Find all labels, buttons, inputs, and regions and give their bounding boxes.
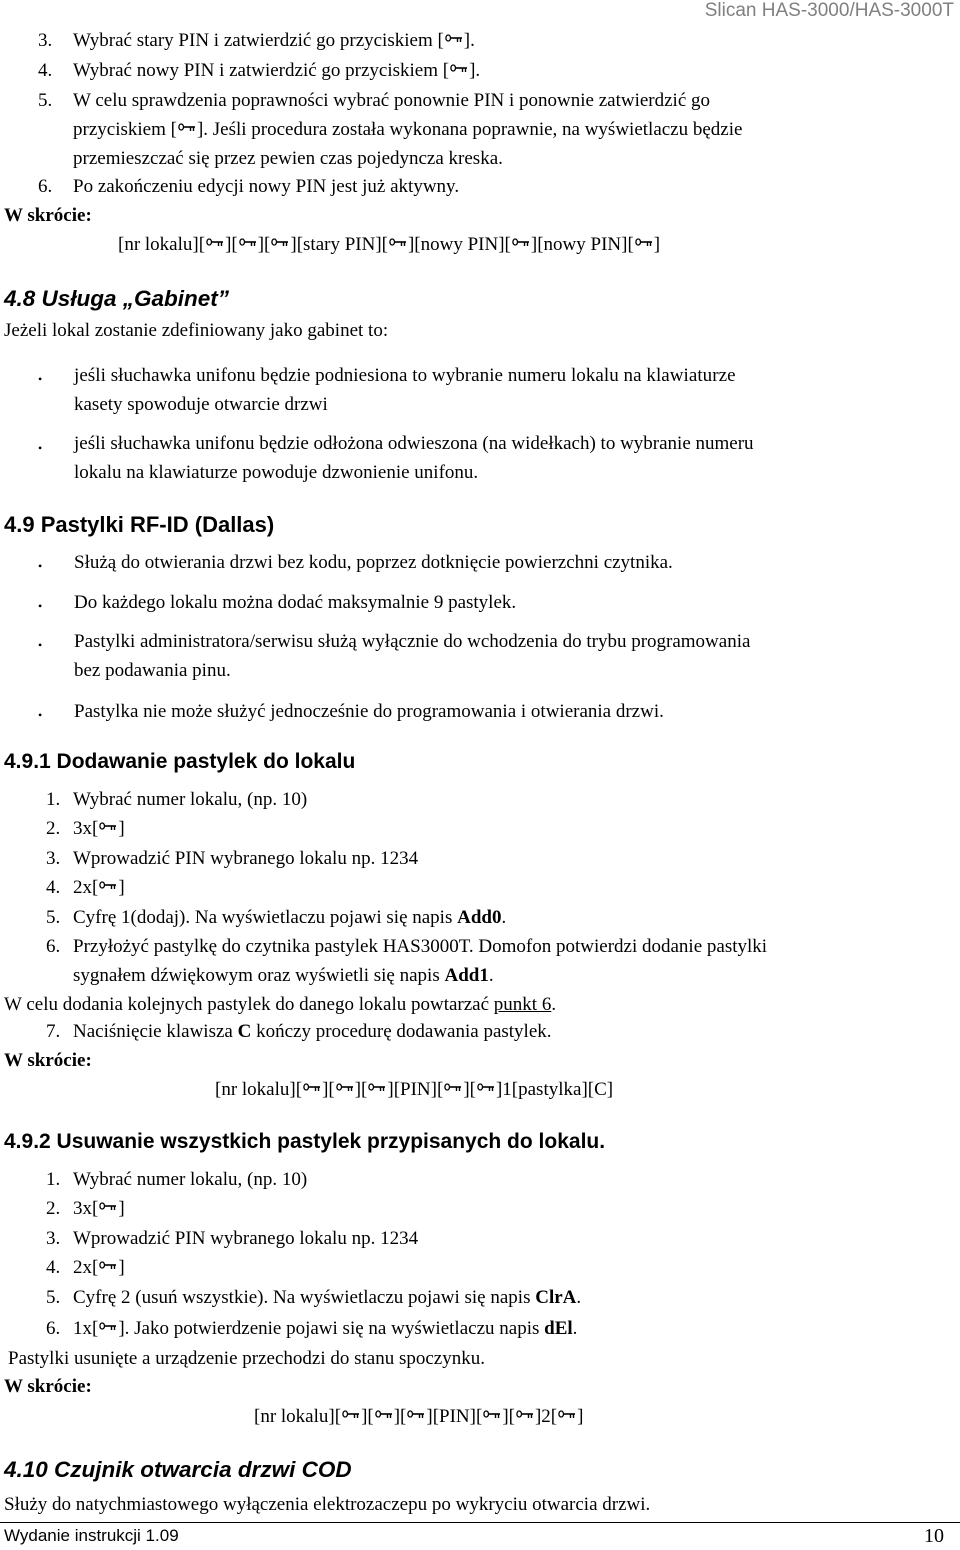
- key-icon: [558, 1410, 576, 1420]
- bullet-text: Do każdego lokalu można dodać maksymalnie 9 pastylek.: [74, 592, 517, 613]
- list-number: 4.: [46, 1257, 61, 1278]
- key-icon: [389, 238, 407, 248]
- shortcut-sequence: [nr lokalu][ ][ ][ ][stary PIN][ ][nowy PIN][ ][nowy PIN][ ]: [118, 234, 661, 255]
- step-text: Cyfrę 1(dodaj). Na wyświetlaczu pojawi się napis Add0.: [73, 907, 507, 928]
- list-number: 5.: [46, 1287, 61, 1308]
- key-icon: [336, 1083, 354, 1093]
- key-icon: [444, 1083, 462, 1093]
- section-heading-4-10: 4.10 Czujnik otwarcia drzwi COD: [4, 1457, 352, 1482]
- list-item-4: Wybrać nowy PIN i zatwierdzić go przyciskiem [ ].: [73, 60, 481, 81]
- bullet-text: jeśli słuchawka unifonu będzie odłożona odwieszona (na widełkach) to wybranie numeru: [74, 433, 754, 454]
- result-note: Pastylki usunięte a urządzenie przechodzi do stanu spoczynku.: [8, 1348, 485, 1369]
- list-item-3: Wybrać stary PIN i zatwierdzić go przyciskiem [ ].: [73, 30, 475, 51]
- bullet: •: [38, 559, 43, 573]
- bullet-text: Służą do otwierania drzwi bez kodu, poprzez dotknięcie powierzchni czytnika.: [74, 552, 673, 573]
- list-number: 3.: [46, 1228, 61, 1249]
- bullet-text: jeśli słuchawka unifonu będzie podniesiona to wybranie numeru lokalu na klawiaturze: [74, 365, 736, 386]
- key-icon: [271, 238, 289, 248]
- shortcut-label: W skrócie:: [4, 1376, 92, 1397]
- key-icon: [342, 1410, 360, 1420]
- list-number: 4.: [38, 60, 53, 81]
- step-text: Przyłożyć pastylkę do czytnika pastylek HAS3000T. Domofon potwierdzi dodanie pastylki: [73, 936, 768, 957]
- list-number: 6.: [46, 1318, 61, 1339]
- list-item-5-cont2: przemieszczać się przez pewien czas pojedyncza kreska.: [73, 148, 503, 169]
- key-icon: [99, 1261, 117, 1271]
- section-intro: Jeżeli lokal zostanie zdefiniowany jako gabinet to:: [4, 320, 389, 341]
- section-heading-4-9-1: 4.9.1 Dodawanie pastylek do lokalu: [4, 750, 356, 773]
- section-heading-4-9-2: 4.9.2 Usuwanie wszystkich pastylek przypisanych do lokalu.: [4, 1130, 606, 1153]
- step-text: 3x[ ]: [73, 818, 125, 839]
- key-icon: [303, 1083, 321, 1093]
- shortcut-sequence: [nr lokalu][ ][ ][ ][PIN][ ][ ]1[pastylka][C]: [215, 1079, 614, 1100]
- key-icon: [99, 1202, 117, 1212]
- list-number: 4.: [46, 877, 61, 898]
- step-text: 2x[ ]: [73, 877, 125, 898]
- section-text: Służy do natychmiastowego wyłączenia elektrozaczepu po wykryciu otwarcia drzwi.: [4, 1494, 651, 1515]
- key-icon: [99, 1322, 117, 1332]
- key-icon: [450, 64, 468, 74]
- key-icon: [407, 1410, 425, 1420]
- step-text: Wybrać numer lokalu, (np. 10): [73, 1169, 308, 1190]
- bullet: •: [38, 599, 43, 613]
- list-number: 2.: [46, 1198, 61, 1219]
- document-header: Slican HAS-3000/HAS-3000T: [704, 0, 954, 21]
- step-link[interactable]: punkt 6: [493, 994, 552, 1015]
- page-number: 10: [924, 1525, 944, 1547]
- step-text: 1x[ ]. Jako potwierdzenie pojawi się na wyświetlaczu napis dEl.: [73, 1318, 578, 1339]
- key-icon: [483, 1410, 501, 1420]
- key-icon: [512, 238, 530, 248]
- footer-edition: Wydanie instrukcji 1.09: [4, 1526, 179, 1545]
- step-text: Wprowadzić PIN wybranego lokalu np. 1234: [73, 1228, 419, 1249]
- bullet: •: [38, 708, 43, 722]
- bullet-text: Pastylki administratora/serwisu służą wyłącznie do wchodzenia do trybu programowania: [74, 631, 751, 652]
- shortcut-sequence: [nr lokalu][ ][ ][ ][PIN][ ][ ]2[ ]: [254, 1406, 584, 1427]
- bullet: •: [38, 638, 43, 652]
- section-heading-4-9: 4.9 Pastylki RF-ID (Dallas): [4, 512, 275, 537]
- footer-rule: [0, 1522, 960, 1523]
- list-number: 1.: [46, 1169, 61, 1190]
- key-icon: [516, 1410, 534, 1420]
- key-icon: [375, 1410, 393, 1420]
- list-number: 2.: [46, 818, 61, 839]
- shortcut-label: W skrócie:: [4, 205, 92, 226]
- step-text: Cyfrę 2 (usuń wszystkie). Na wyświetlaczu pojawi się napis ClrA.: [73, 1287, 582, 1308]
- list-number: 5.: [38, 90, 53, 111]
- list-number: 3.: [46, 848, 61, 869]
- key-icon: [178, 123, 196, 133]
- list-number: 5.: [46, 907, 61, 928]
- list-item-5-cont: przyciskiem [ ]. Jeśli procedura została wykonana poprawnie, na wyświetlaczu będzie: [73, 119, 743, 140]
- list-item-6: Po zakończeniu edycji nowy PIN jest już aktywny.: [73, 176, 460, 197]
- list-number: 3.: [38, 30, 53, 51]
- key-icon: [445, 34, 463, 44]
- bullet: •: [38, 441, 43, 455]
- key-icon: [368, 1083, 386, 1093]
- shortcut-label: W skrócie:: [4, 1050, 92, 1071]
- key-icon: [99, 881, 117, 891]
- key-icon: [206, 238, 224, 248]
- repeat-note: W celu dodania kolejnych pastylek do danego lokalu powtarzać punkt 6.: [4, 994, 557, 1015]
- list-number: 1.: [46, 789, 61, 810]
- step-text: Wybrać numer lokalu, (np. 10): [73, 789, 308, 810]
- bullet-text-cont: lokalu na klawiaturze powoduje dzwonienie unifonu.: [74, 462, 479, 483]
- bullet: •: [38, 372, 43, 386]
- step-text: Wprowadzić PIN wybranego lokalu np. 1234: [73, 848, 419, 869]
- section-heading-4-8: 4.8 Usługa „Gabinet”: [4, 286, 230, 311]
- bullet-text-cont: bez podawania pinu.: [74, 660, 231, 681]
- key-icon: [99, 822, 117, 832]
- step-text-cont: sygnałem dźwiękowym oraz wyświetli się napis Add1.: [73, 965, 494, 986]
- list-number: 6.: [46, 936, 61, 957]
- bullet-text-cont: kasety spowoduje otwarcie drzwi: [74, 394, 328, 415]
- bullet-text: Pastylka nie może służyć jednocześnie do programowania i otwierania drzwi.: [74, 701, 664, 722]
- step-text: Naciśnięcie klawisza C kończy procedurę dodawania pastylek.: [73, 1021, 552, 1042]
- key-icon: [239, 238, 257, 248]
- key-icon: [477, 1083, 495, 1093]
- list-number: 7.: [46, 1021, 61, 1042]
- step-text: 3x[ ]: [73, 1198, 125, 1219]
- step-text: 2x[ ]: [73, 1257, 125, 1278]
- key-icon: [635, 238, 653, 248]
- list-number: 6.: [38, 176, 53, 197]
- list-item-5: W celu sprawdzenia poprawności wybrać ponownie PIN i ponownie zatwierdzić go: [73, 90, 711, 111]
